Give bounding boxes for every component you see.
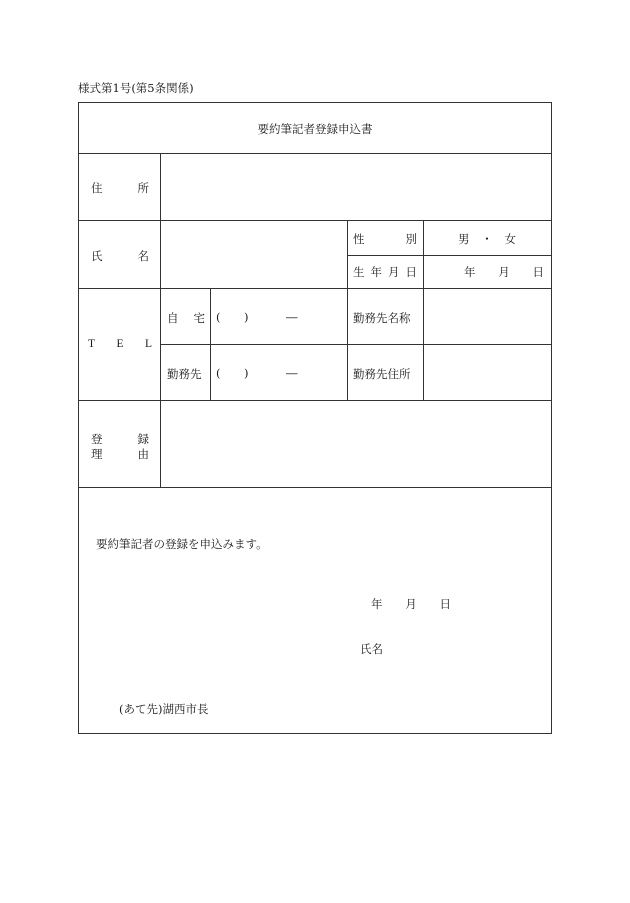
divider [423,288,424,400]
workplace-address-label: 勤務先住所 [353,367,411,381]
divider [78,487,552,488]
tel-label: T E L [88,338,152,350]
birthdate-field[interactable]: 年 月 日 [464,265,544,279]
name-label: 氏 名 [91,249,149,263]
birthdate-label: 生 年 月 日 [353,265,417,279]
divider [210,288,211,400]
name-field[interactable] [164,224,344,284]
sex-label: 性 別 [353,232,417,246]
sex-option-male[interactable]: 男 [458,232,470,246]
workplace-name-label: 勤務先名称 [353,311,411,325]
divider [423,220,424,288]
address-field[interactable] [164,157,548,217]
form-number: 様式第1号(第5条関係) [78,81,194,95]
divider [78,220,552,221]
home-phone-label: 自 宅 [167,311,205,325]
reason-field[interactable] [164,404,548,483]
signature-label: 氏名 [360,642,383,656]
reason-label-line2: 理 由 [91,447,149,461]
workplace-address-field[interactable] [427,348,548,396]
home-phone-field[interactable]: ( ) ― [216,310,298,324]
divider [78,288,552,289]
sex-options[interactable] [458,231,516,247]
divider [78,400,552,401]
workplace-name-field[interactable] [427,292,548,340]
divider [347,220,348,400]
sex-option-female[interactable]: 女 [504,232,516,246]
work-phone-label: 勤務先 [167,367,202,381]
declaration-text: 要約筆記者の登録を申込みます。 [96,537,268,551]
sex-option-separator: ・ [481,232,493,246]
signature-field[interactable] [386,636,546,658]
form-title: 要約筆記者登録申込書 [257,122,373,136]
divider [347,255,552,256]
work-phone-field[interactable]: ( ) ― [216,366,298,380]
divider [78,153,552,154]
addressee: (あて先)湖西市長 [119,702,209,716]
application-date[interactable]: 年 月 日 [371,597,451,611]
address-label: 住 所 [91,181,149,195]
divider [160,153,161,487]
divider [160,344,552,345]
reason-label-line1: 登 録 [91,432,149,446]
